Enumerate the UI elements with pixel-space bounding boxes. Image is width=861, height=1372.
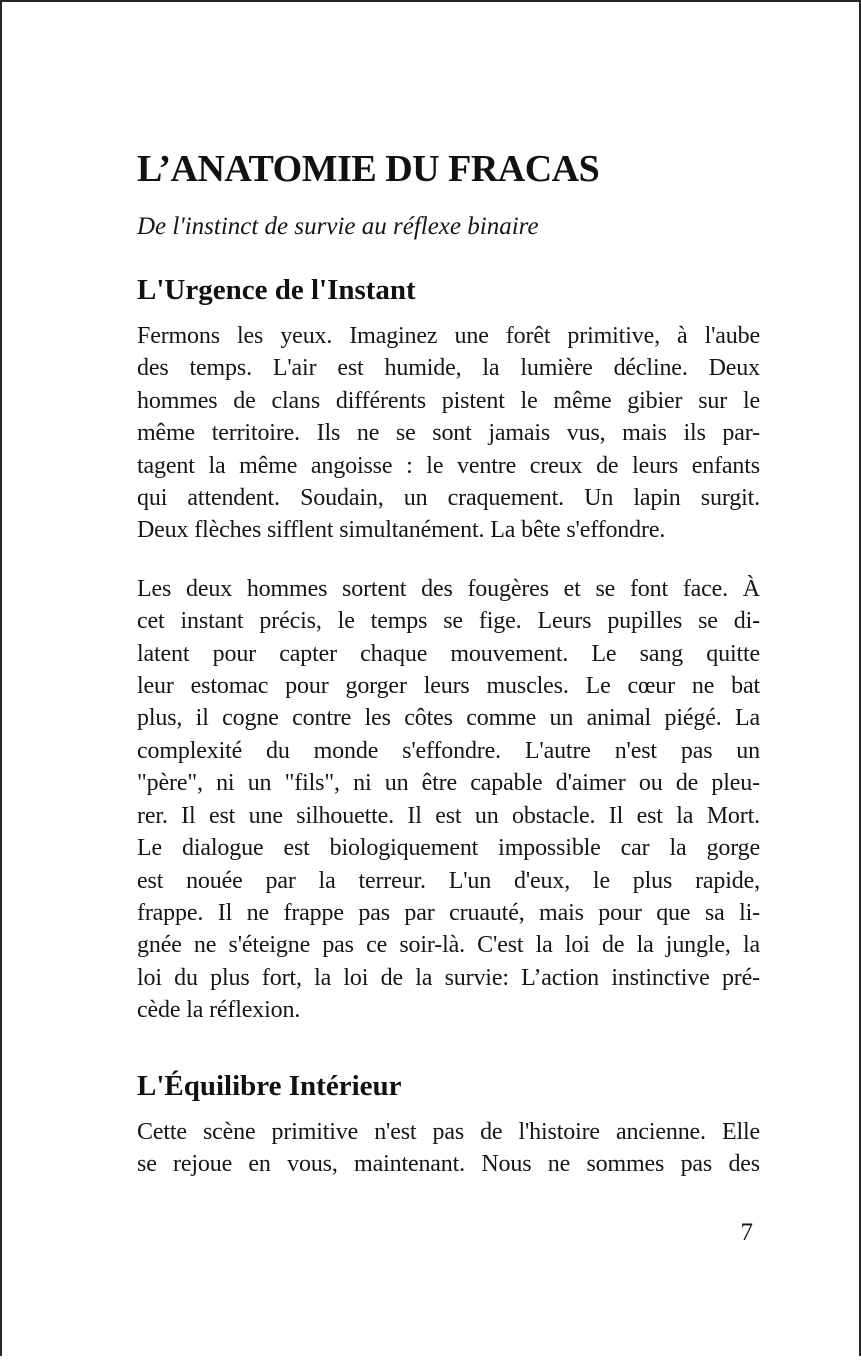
text-line: cède la réflexion.: [137, 997, 301, 1024]
text-line: se rejoue en vous, maintenant. Nous ne sommes pas des: [137, 1150, 760, 1177]
text-line: tagent la même angoisse : le ventre creux de leurs enfants: [137, 452, 760, 479]
text-line: Le dialogue est biologiquement impossible car la gorge: [137, 835, 760, 862]
text-line: rer. Il est une silhouette. Il est un obstacle. Il est la Mort.: [137, 802, 760, 829]
section-heading: L'Équilibre Intérieur: [137, 1069, 402, 1102]
text-line: loi du plus fort, la loi de la survie: L’action instinctive pré-: [137, 964, 760, 991]
paragraph: [137, 1116, 760, 1181]
text-line: même territoire. Ils ne se sont jamais vus, mais ils par-: [137, 420, 760, 447]
text-line: latent pour capter chaque mouvement. Le sang quitte: [137, 640, 760, 667]
text-line: hommes de clans différents pistent le même gibier sur le: [137, 387, 760, 414]
chapter-title: L’ANATOMIE DU FRACAS: [137, 148, 600, 190]
text-line: des temps. L'air est humide, la lumière décline. Deux: [137, 355, 760, 382]
text-line: "père", ni un "fils", ni un être capable d'aimer ou de pleu-: [137, 770, 760, 797]
sections-container: [137, 271, 760, 1180]
paragraph: [137, 573, 760, 1027]
page-content: [137, 0, 760, 1249]
page-number: 7: [740, 1219, 753, 1247]
section: [137, 271, 760, 1027]
text-line: plus, il cogne contre les côtes comme un animal piégé. La: [137, 705, 760, 732]
text-line: Les deux hommes sortent des fougères et se font face. À: [137, 575, 760, 602]
text-line: leur estomac pour gorger leurs muscles. Le cœur ne bat: [137, 673, 760, 700]
text-line: cet instant précis, le temps se fige. Leurs pupilles se di-: [137, 608, 760, 635]
paragraph: [137, 320, 760, 547]
text-line: est nouée par la terreur. L'un d'eux, le plus rapide,: [137, 867, 760, 894]
text-line: complexité du monde s'effondre. L'autre n'est pas un: [137, 737, 760, 764]
section-heading: L'Urgence de l'Instant: [137, 274, 416, 306]
text-line: qui attendent. Soudain, un craquement. Un lapin surgit.: [137, 485, 760, 512]
chapter-subtitle: De l'instinct de survie au réflexe binaire: [137, 213, 539, 240]
section: [137, 1067, 760, 1181]
text-line: gnée ne s'éteigne pas ce soir-là. C'est la loi de la jungle, la: [137, 932, 760, 959]
text-line: Fermons les yeux. Imaginez une forêt primitive, à l'aube: [137, 323, 760, 349]
text-line: frappe. Il ne frappe pas par cruauté, mais pour que sa li-: [137, 899, 760, 926]
text-line: Deux flèches sifflent simultanément. La bête s'effondre.: [137, 517, 666, 544]
text-line: Cette scène primitive n'est pas de l'histoire ancienne. Elle: [137, 1118, 760, 1145]
